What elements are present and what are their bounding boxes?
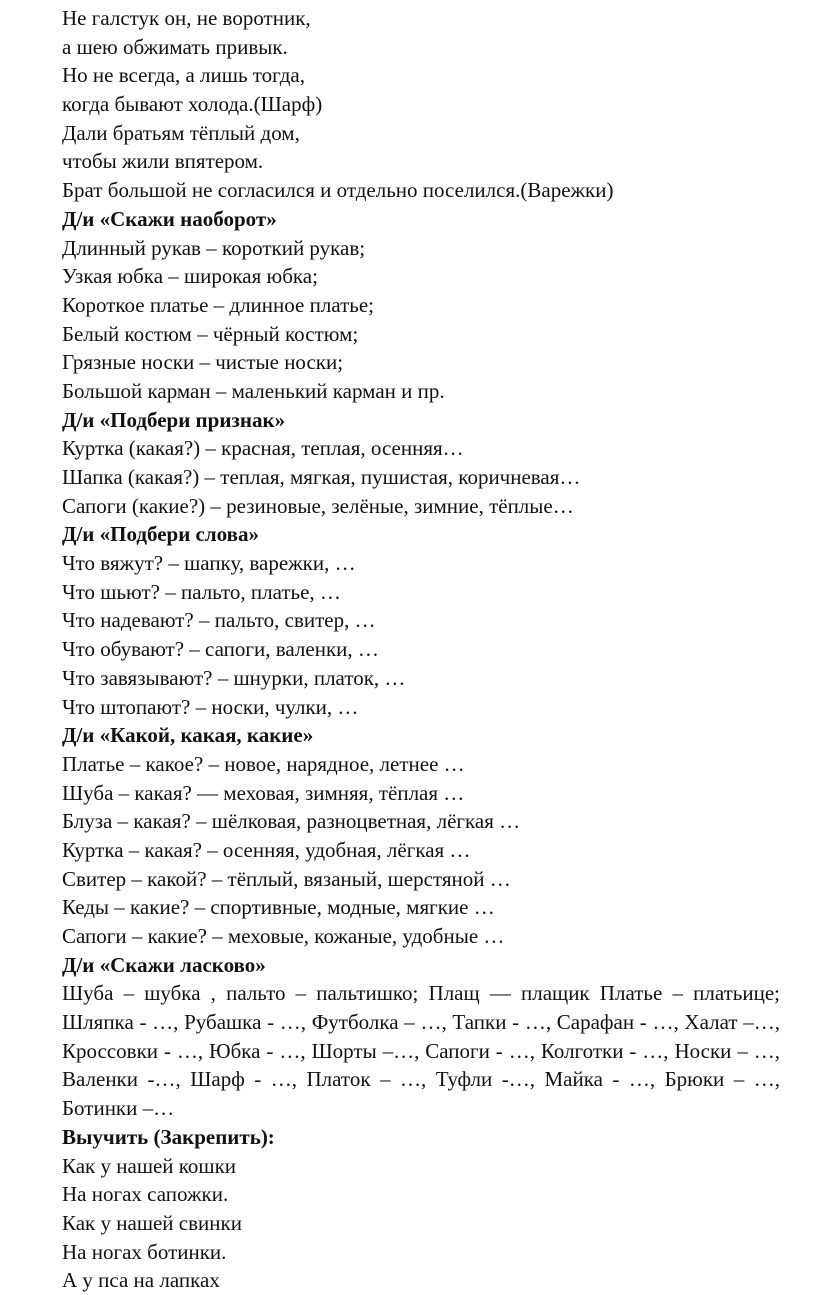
game-line: Что обувают? – сапоги, валенки, … <box>62 637 379 662</box>
riddle-line: а шею обжимать привык. <box>62 34 288 59</box>
riddle-line: когда бывают холода.(Шарф) <box>62 92 323 117</box>
game-line: Куртка – какая? – осенняя, удобная, лёгкая … <box>62 837 471 862</box>
riddle-line: Не галстук он, не воротник, <box>62 6 311 30</box>
game-line: Сапоги – какие? – меховые, кожаные, удобные … <box>62 924 505 948</box>
game-line: Большой карман – маленький карман и пр. <box>62 378 445 403</box>
document-page <box>62 4 782 1295</box>
riddle-line: Брат большой не согласился и отдельно поселился.(Варежки) <box>62 178 614 203</box>
riddle-line: Но не всегда, а лишь тогда, <box>62 63 305 88</box>
game-line: Белый костюм – чёрный костюм; <box>62 321 359 346</box>
poem-line: На ногах сапожки. <box>62 1182 229 1207</box>
game-paragraph: Шуба – шубка , пальто – пальтишко; Плащ –– плащик Платье – платьице; Шляпка - …, Рубашка - …, Футболка – …, Тапки - …, Сарафан - …, Халат –…, Кроссовки - …, Юбка - …, Шорты –…, Сапоги - …, Колготки - …, Носки – …, Валенки -…, Шарф - …, Платок – …, Туфли -…, Майка - …, Брюки – …, Ботинки –… <box>62 981 780 1121</box>
game-line: Свитер – какой? – тёплый, вязаный, шерстяной … <box>62 866 511 891</box>
riddle-line: Дали братьям тёплый дом, <box>62 120 300 145</box>
riddle-line: чтобы жили впятером. <box>62 149 264 174</box>
poem-line: На ногах ботинки. <box>62 1239 227 1264</box>
game-line: Что завязывают? – шнурки, платок, … <box>62 665 406 690</box>
game-line: Шапка (какая?) – теплая, мягкая, пушистая, коричневая… <box>62 465 581 489</box>
game-line: Сапоги (какие?) – резиновые, зелёные, зимние, тёплые… <box>62 493 574 518</box>
game-line: Куртка (какая?) – красная, теплая, осенняя… <box>62 436 464 461</box>
game-line: Длинный рукав – короткий рукав; <box>62 235 366 260</box>
game-heading-words: Д/и «Подбери слова» <box>62 522 259 547</box>
game-line: Шуба – какая? –– меховая, зимняя, тёплая … <box>62 780 465 805</box>
game-heading-which: Д/и «Какой, какая, какие» <box>62 723 314 748</box>
game-heading-affectionate: Д/и «Скажи ласково» <box>62 952 266 977</box>
game-line: Грязные носки – чистые носки; <box>62 350 344 375</box>
game-heading-opposites: Д/и «Скажи наоборот» <box>62 206 277 231</box>
memorize-heading: Выучить (Закрепить): <box>62 1124 275 1149</box>
game-line: Платье – какое? – новое, нарядное, летнее … <box>62 751 465 776</box>
game-line: Короткое платье – длинное платье; <box>62 292 375 317</box>
game-line: Что штопают? – носки, чулки, … <box>62 694 359 719</box>
game-line: Блуза – какая? – шёлковая, разноцветная, лёгкая … <box>62 809 521 834</box>
game-line: Кеды – какие? – спортивные, модные, мягкие … <box>62 895 495 920</box>
game-line: Что вяжут? – шапку, варежки, … <box>62 551 356 576</box>
game-heading-attributes: Д/и «Подбери признак» <box>62 407 286 432</box>
poem-line: А у пса на лапках <box>62 1268 220 1293</box>
poem-line: Как у нашей свинки <box>62 1210 242 1235</box>
game-line: Что шьют? – пальто, платье, … <box>62 579 341 604</box>
poem-line: Как у нашей кошки <box>62 1153 237 1178</box>
game-line: Что надевают? – пальто, свитер, … <box>62 608 376 633</box>
game-line: Узкая юбка – широкая юбка; <box>62 264 318 289</box>
